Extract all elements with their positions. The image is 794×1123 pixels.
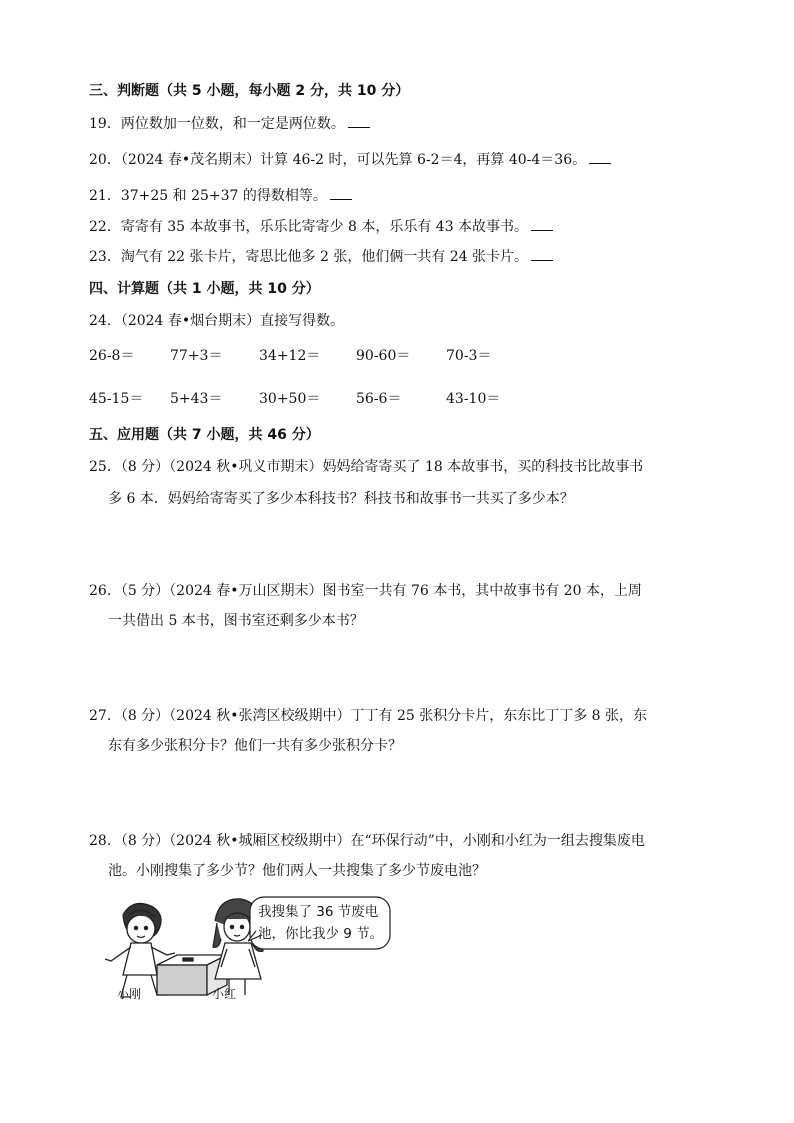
calc-item: 45-15＝: [89, 391, 144, 407]
question-20: [89, 150, 611, 170]
calc-item: 77+3＝: [170, 348, 223, 364]
section-calc-heading: 四、计算题（共 1 小题，共 10 分）: [89, 281, 320, 297]
question-22: [89, 217, 553, 237]
question-26-line-1: 26．（5 分）（2024 春•万山区期末）图书室一共有 76 本书，其中故事书有 20 本，上周: [89, 583, 642, 599]
question-23: [89, 247, 553, 267]
question-26-line-2: 一共借出 5 本书，图书室还剩多少本书？: [108, 613, 364, 629]
calc-item: 56-6＝: [356, 391, 402, 407]
answer-blank[interactable]: [589, 151, 611, 164]
question-21: [89, 186, 352, 206]
question-27-line-2: 东有多少张积分卡？他们一共有多少张积分卡？: [108, 738, 402, 754]
question-24: 24．（2024 春•烟台期末）直接写得数。: [89, 313, 345, 329]
speech-bubble-text: [258, 901, 383, 945]
calc-item: 90-60＝: [356, 348, 411, 364]
question-28-line-2: 池。小刚搜集了多少节？他们两人一共搜集了多少节废电池？: [108, 863, 486, 879]
bubble-line-2: 池，你比我少 9 节。: [258, 926, 384, 942]
calc-item: 30+50＝: [259, 391, 321, 407]
answer-blank[interactable]: [531, 218, 553, 231]
calc-item: 43-10＝: [446, 391, 501, 407]
girl-label: 小红: [212, 987, 237, 1001]
question-21-text: 21．37+25 和 25+37 的得数相等。: [89, 188, 327, 204]
bubble-line-1: 我搜集了 36 节废电: [258, 904, 379, 920]
question-27-line-1: 27．（8 分）（2024 秋•张湾区校级期中）丁丁有 25 张积分卡片，东东比丁丁多 8 张，东: [89, 708, 648, 724]
question-20-text: 20．（2024 春•茂名期末）计算 46-2 时，可以先算 6-2＝4，再算 40-4＝36。: [89, 152, 587, 168]
answer-blank[interactable]: [348, 115, 370, 128]
question-25-line-2: 多 6 本．妈妈给寄寄买了多少本科技书？科技书和故事书一共买了多少本？: [108, 491, 574, 507]
question-19: [89, 114, 370, 134]
section-apply-heading: 五、应用题（共 7 小题，共 46 分）: [89, 427, 320, 443]
section-judge-heading: 三、判断题（共 5 小题，每小题 2 分，共 10 分）: [89, 83, 410, 99]
question-19-text: 19．两位数加一位数，和一定是两位数。: [89, 116, 345, 132]
calc-item: 34+12＝: [259, 348, 321, 364]
boy-label: 小刚: [117, 987, 142, 1001]
question-22-text: 22．寄寄有 35 本故事书，乐乐比寄寄少 8 本，乐乐有 43 本故事书。: [89, 219, 529, 235]
answer-blank[interactable]: [531, 248, 553, 261]
answer-blank[interactable]: [330, 187, 352, 200]
calc-item: 70-3＝: [446, 348, 492, 364]
question-23-text: 23．淘气有 22 张卡片，寄思比他多 2 张，他们俩一共有 24 张卡片。: [89, 249, 529, 265]
calc-item: 26-8＝: [89, 348, 135, 364]
question-25-line-1: 25．（8 分）（2024 秋•巩义市期末）妈妈给寄寄买了 18 本故事书，买的科技书比故事书: [89, 459, 644, 475]
question-28-line-1: 28．（8 分）（2024 秋•城厢区校级期中）在“环保行动”中，小刚和小红为一组去搜集废电: [89, 833, 645, 849]
calc-item: 5+43＝: [170, 391, 223, 407]
